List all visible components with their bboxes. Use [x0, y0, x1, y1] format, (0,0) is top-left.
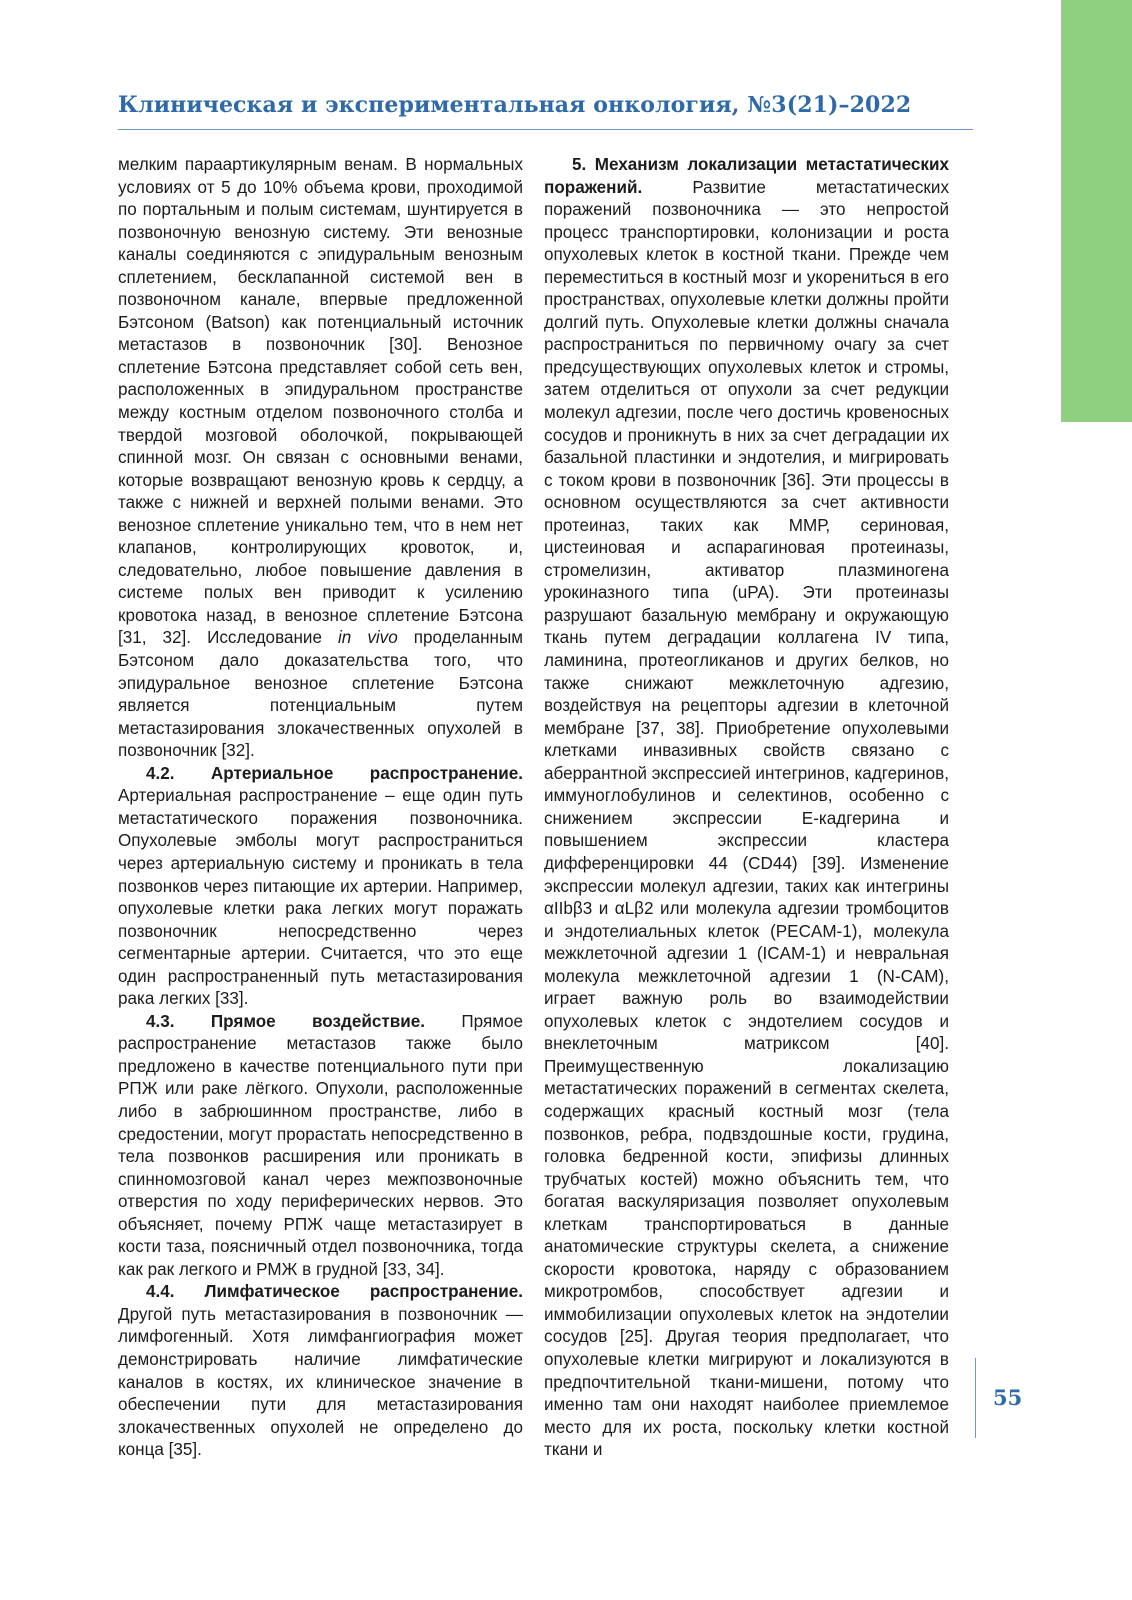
in-vivo-term: in vivo	[338, 628, 398, 648]
paragraph-lymphatic: 4.4. Лимфатическое распространение. Другой путь метастазирования в позвоночник — лимфогенный. Хотя лимфангиография может демонстрировать наличие лимфатические каналов в костях, их клиническое значение в обеспечении пути для метастазирования злокачественных опухолей не определено до конца [35].	[118, 1282, 523, 1460]
section-tab	[1061, 0, 1132, 422]
heading-5: 5. Механизм локализации метастатических поражений.	[544, 155, 949, 197]
right-column	[544, 154, 949, 1462]
section-label: Обзорные статьи	[1035, 119, 1058, 305]
heading-4-4: 4.4. Лимфатическое распространение.	[146, 1282, 523, 1302]
header-divider	[118, 129, 973, 130]
journal-title: Клиническая и экспериментальная онкология, №3(21)–2022	[118, 92, 912, 118]
left-column	[118, 154, 523, 1462]
heading-4-2: 4.2. Артериальное распространение.	[146, 763, 523, 783]
paragraph-venous-plexus: мелким параартикулярным венам. В нормальных условиях от 5 до 10% объема крови, проходимой по портальным и полым системам, шунтируется в позвоночную венозную систему. Эти венозные каналы соединяются с эпидуральным венозным сплетением, бесклапанной системой вен в позвоночном канале, впервые предложенной Бэтсоном (Batson) как потенциальный источник метастазов в позвоночник [30]. Венозное сплетение Бэтсона представляет собой сеть вен, расположенных в эпидуральном пространстве между костным отделом позвоночного столба и твердой мозговой оболочкой, покрывающей спинной мозг. Он связан с основными венами, которые возвращают венозную кровь к сердцу, а также с нижней и верхней полыми венами. Это венозное сплетение уникально тем, что в нем нет клапанов, контролирующих кровоток, и, следовательно, любое повышение давления в системе полых вен приводит к усилению кровотока назад, в венозное сплетение Бэтсона [31, 32]. Исследование in vivo проделанным Бэтсоном дало доказательства того, что эпидуральное венозное сплетение Бэтсона является потенциальным путем метастазирования злокачественных опухолей в позвоночник [32].	[118, 155, 523, 761]
page-number: 55	[993, 1385, 1023, 1410]
page-number-divider	[975, 1358, 976, 1438]
paragraph-direct: 4.3. Прямое воздействие. Прямое распространение метастазов также было предложено в качестве потенциального пути при РПЖ или раке лёгкого. Опухоли, расположенные либо в забрюшинном пространстве, либо в средостении, могут прорастать непосредственно в тела позвонков расширения или проникать в спинномозговой канал через межпозвоночные отверстия по ходу периферических нервов. Это объясняет, почему РПЖ чаще метастазирует в кости таза, поясничный отдел позвоночника, тогда как рак легкого и РМЖ в грудной [33, 34].	[118, 1011, 524, 1279]
paragraph-mechanism: 5. Механизм локализации метастатических поражений. Развитие метастатических поражений позвоночника — это непростой процесс транспортировки, колонизации и роста опухолевых клеток в костной ткани. Прежде чем переместиться в костный мозг и укорениться в его пространствах, опухолевые клетки должны пройти долгий путь. Опухолевые клетки должны сначала распространиться по первичному очагу за счет предсуществующих опухолевых клеток и стромы, затем отделиться от опухоли за счет редукции молекул адгезии, после чего достичь кровеносных сосудов и проникнуть в них за счет деградации их базальной пластинки и эндотелия, и мигрировать с током крови в позвоночник [36]. Эти процессы в основном осуществляются за счет активности протеиназ, таких как ММР, сериновая, цистеиновая и аспарагиновая протеиназы, стромелизин, активатор плазминогена урокиназного типа (uPA). Эти протеиназы разрушают базальную мембрану и окружающую ткань путем деградации коллагена IV типа, ламинина, протеогликанов и других белков, но также снижают межклеточную адгезию, воздействуя на рецепторы адгезии в клеточной мембране [37, 38]. Приобретение опухолевыми клетками инвазивных свойств связано с аберрантной экспрессией интегринов, кадгеринов, иммуноглобулинов и селектинов, особенно с снижением экспрессии E-кадгерина и повышением экспрессии кластера дифференцировки 44 (CD44) [39]. Изменение экспрессии молекул адгезии, таких как интегрины αIIbβ3 и αLβ2 или молекула адгезии тромбоцитов и эндотелиальных клеток (PECAM-1), молекула межклеточной адгезии 1 (ICAM-1) и невральная молекула межклеточной адгезии 1 (N-CAM), играет важную роль во взаимодействии опухолевых клеток с эндотелием сосудов и внеклеточным матриксом [40]. Преимущественную локализацию метастатических поражений в сегментах скелета, содержащих красный костный мозг (тела позвонков, ребра, подвздошные кости, грудина, головка бедренной кости, эпифизы длинных трубчатых костей) можно объяснить тем, что богатая васкуляризация позволяет опухолевым клеткам транспортироваться в данные анатомические структуры скелета, а снижение скорости кровотока, наряду с образованием микротромбов, способствует адгезии и иммобилизации опухолевых клеток на эндотелии сосудов [25]. Другая теория предполагает, что опухолевые клетки мигрируют и локализуются в предпочтительной ткани-мишени, потому что именно там они находят наиболее приемлемое место для их роста, поскольку клетки костной ткани и	[544, 155, 949, 1460]
paragraph-arterial: 4.2. Артериальное распространение. Артериальная распространение – еще один путь метастатического поражения позвоночника. Опухолевые эмболы могут распространиться через артериальную систему и проникать в тела позвонков через питающие их артерии. Например, опухолевые клетки рака легких могут поражать позвоночник непосредственно через сегментарные артерии. Считается, что это еще один распространенный путь метастазирования рака легких [33].	[118, 763, 523, 1009]
heading-4-3: 4.3. Прямое воздействие.	[146, 1011, 426, 1031]
